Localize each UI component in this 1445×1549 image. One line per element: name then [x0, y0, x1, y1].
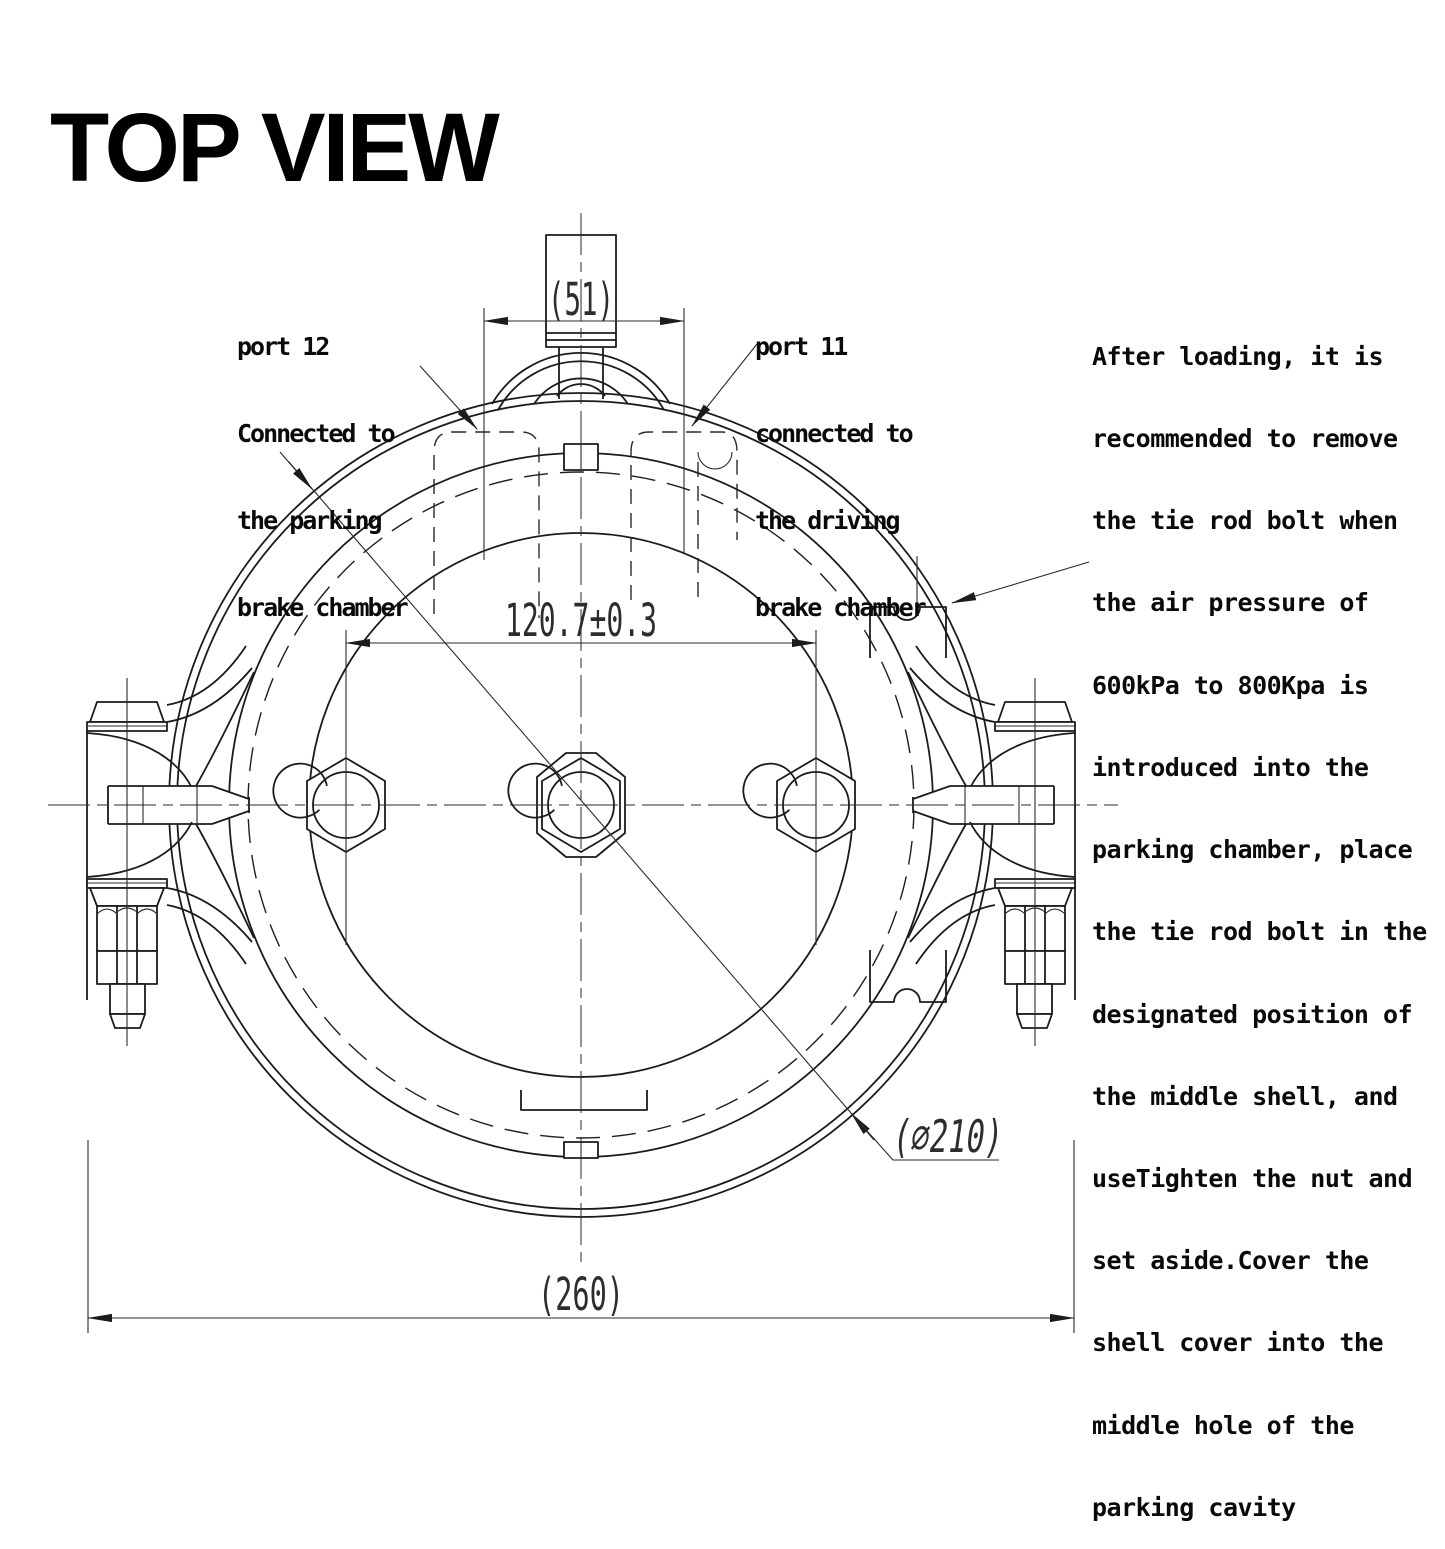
label-line: connected to — [755, 419, 912, 448]
dim-210-text: (∅210) — [889, 1110, 1060, 1163]
note-line: the tie rod bolt in the — [1092, 917, 1427, 947]
label-port-11 — [755, 274, 925, 651]
note-line: recommended to remove — [1092, 424, 1398, 454]
note-line: parking chamber, place — [1092, 835, 1413, 865]
note-line: After loading, it is — [1092, 341, 1384, 371]
note-line: useTighten the nut and — [1092, 1164, 1413, 1193]
note-line: the air pressure of — [1092, 588, 1369, 618]
note-line: 600kPa to 800Kpa is — [1092, 670, 1369, 700]
leader-note — [952, 562, 1089, 603]
label-line: the driving — [755, 506, 899, 535]
dim-260-text: (260) — [538, 1268, 624, 1321]
label-line: port 12 — [237, 332, 329, 361]
dim-top-port-width — [484, 273, 684, 560]
label-line: Connected to — [237, 419, 394, 448]
label-line: brake chamber — [755, 593, 925, 622]
label-line: port 11 — [755, 332, 847, 361]
dim-120-text: 120.7±0.3 — [505, 594, 657, 647]
label-port-12 — [237, 274, 407, 651]
hidden-port-12-passage — [434, 432, 539, 618]
tie-rod-notch-lower — [870, 950, 946, 1002]
note-line: shell cover into the — [1092, 1328, 1384, 1358]
leader-port-12 — [420, 366, 477, 429]
note-line: the middle shell, and — [1092, 1081, 1398, 1111]
note-line: the tie rod bolt when — [1092, 506, 1398, 536]
page-title: TOP VIEW — [50, 93, 497, 202]
note-line: set aside.Cover the — [1092, 1246, 1369, 1276]
dim-51-text: (51) — [548, 273, 614, 326]
bottom-cover-tab — [521, 1090, 647, 1110]
label-line: brake chamber — [237, 593, 407, 622]
note-line: introduced into the — [1092, 752, 1369, 782]
note-line: parking cavity — [1092, 1492, 1296, 1522]
note-line: designated position of — [1092, 999, 1413, 1029]
label-line: the parking — [237, 506, 381, 535]
note-line: middle hole of the — [1092, 1410, 1354, 1440]
assembly-note — [1092, 288, 1427, 1549]
leader-port-11 — [692, 344, 757, 426]
